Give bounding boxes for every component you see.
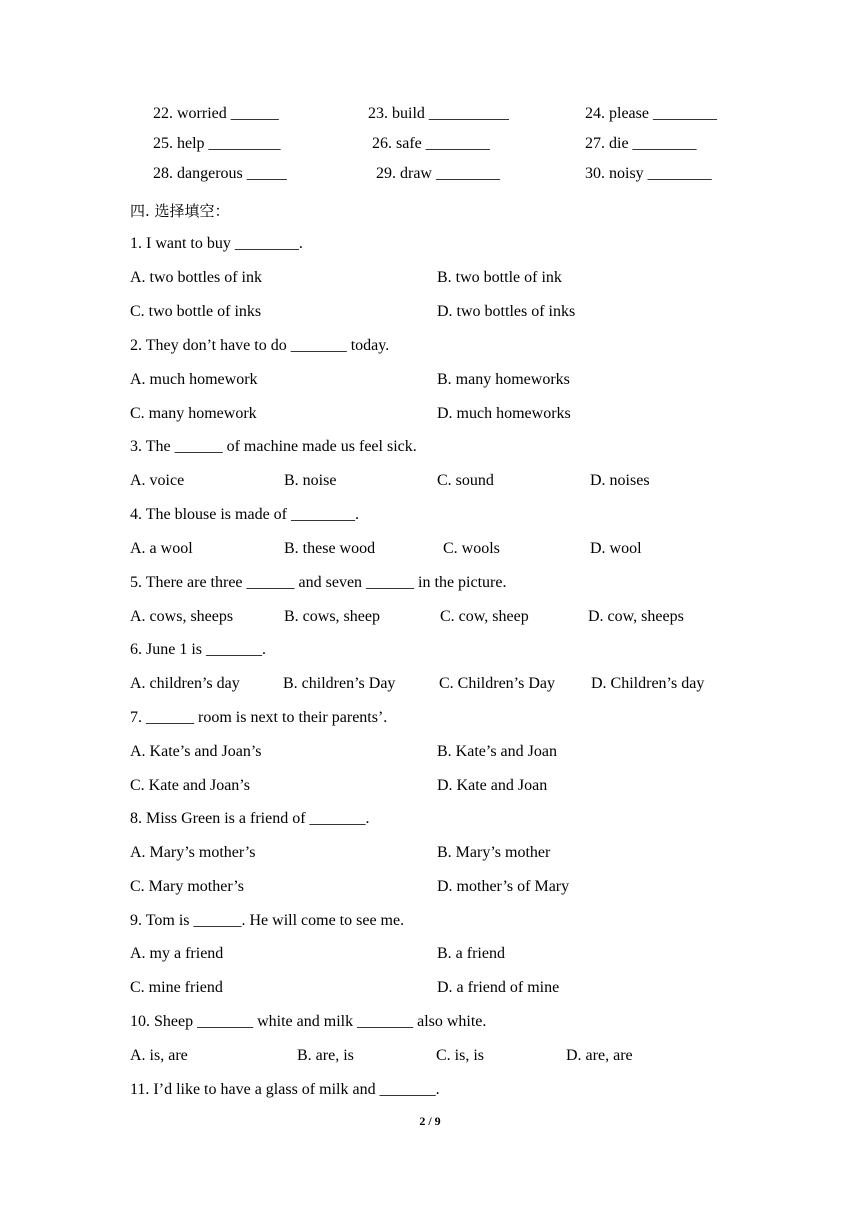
option-d: D. Children’s day [591,675,705,692]
section-title: 四. 选择填空： [130,202,230,220]
option-d: D. much homeworks [437,405,571,422]
question-stem: 6. June 1 is _______. [130,641,266,658]
option-d: D. Kate and Joan [437,777,548,794]
option-a: A. is, are [130,1047,188,1064]
option-c: C. sound [437,472,494,489]
option-a: A. two bottles of ink [130,269,262,286]
word-form-22: 22. worried ______ [153,105,279,122]
option-c: C. is, is [436,1047,485,1064]
word-form-27: 27. die ________ [585,135,697,152]
option-d: D. a friend of mine [437,979,560,996]
question-stem: 1. I want to buy ________. [130,235,303,252]
question-stem: 11. I’d like to have a glass of milk and _______. [130,1081,440,1098]
option-c: C. Mary mother’s [130,878,244,895]
option-c: C. cow, sheep [440,608,529,625]
word-form-30: 30. noisy ________ [585,165,712,182]
option-a: A. a wool [130,540,193,557]
option-b: B. cows, sheep [284,608,380,625]
option-c: C. many homework [130,405,257,422]
option-b: B. are, is [297,1047,354,1064]
option-c: C. mine friend [130,979,223,996]
word-form-25: 25. help _________ [153,135,281,152]
word-form-26: 26. safe ________ [372,135,490,152]
option-c: C. Children’s Day [439,675,555,692]
option-d: D. noises [590,472,650,489]
word-form-24: 24. please ________ [585,105,717,122]
option-d: D. cow, sheeps [588,608,684,625]
option-a: A. Kate’s and Joan’s [130,743,262,760]
question-stem: 8. Miss Green is a friend of _______. [130,810,370,827]
option-c: C. Kate and Joan’s [130,777,250,794]
question-stem: 4. The blouse is made of ________. [130,506,360,523]
option-d: D. are, are [566,1047,633,1064]
option-b: B. these wood [284,540,376,557]
option-b: B. many homeworks [437,371,570,388]
word-form-28: 28. dangerous _____ [153,165,287,182]
question-stem: 3. The ______ of machine made us feel sick. [130,438,417,455]
option-a: A. voice [130,472,185,489]
option-a: A. cows, sheeps [130,608,234,625]
option-a: A. Mary’s mother’s [130,844,256,861]
option-a: A. children’s day [130,675,240,692]
option-d: D. wool [590,540,642,557]
question-stem: 2. They don’t have to do _______ today. [130,337,390,354]
page-number: 2 / 9 [419,1114,441,1128]
option-b: B. two bottle of ink [437,269,562,286]
word-form-23: 23. build __________ [368,105,509,122]
question-stem: 5. There are three ______ and seven ______ in the picture. [130,574,507,591]
question-stem: 7. ______ room is next to their parents’. [130,709,388,726]
word-form-29: 29. draw ________ [376,165,500,182]
option-d: D. two bottles of inks [437,303,576,320]
question-stem: 9. Tom is ______. He will come to see me. [130,912,405,929]
option-d: D. mother’s of Mary [437,878,570,895]
option-a: A. much homework [130,371,258,388]
option-a: A. my a friend [130,945,224,962]
option-b: B. children’s Day [283,675,396,692]
question-stem: 10. Sheep _______ white and milk _______ also white. [130,1013,487,1030]
option-b: B. Mary’s mother [437,844,551,861]
option-b: B. a friend [437,945,505,962]
option-b: B. Kate’s and Joan [437,743,557,760]
option-b: B. noise [284,472,337,489]
option-c: C. wools [443,540,500,557]
option-c: C. two bottle of inks [130,303,262,320]
